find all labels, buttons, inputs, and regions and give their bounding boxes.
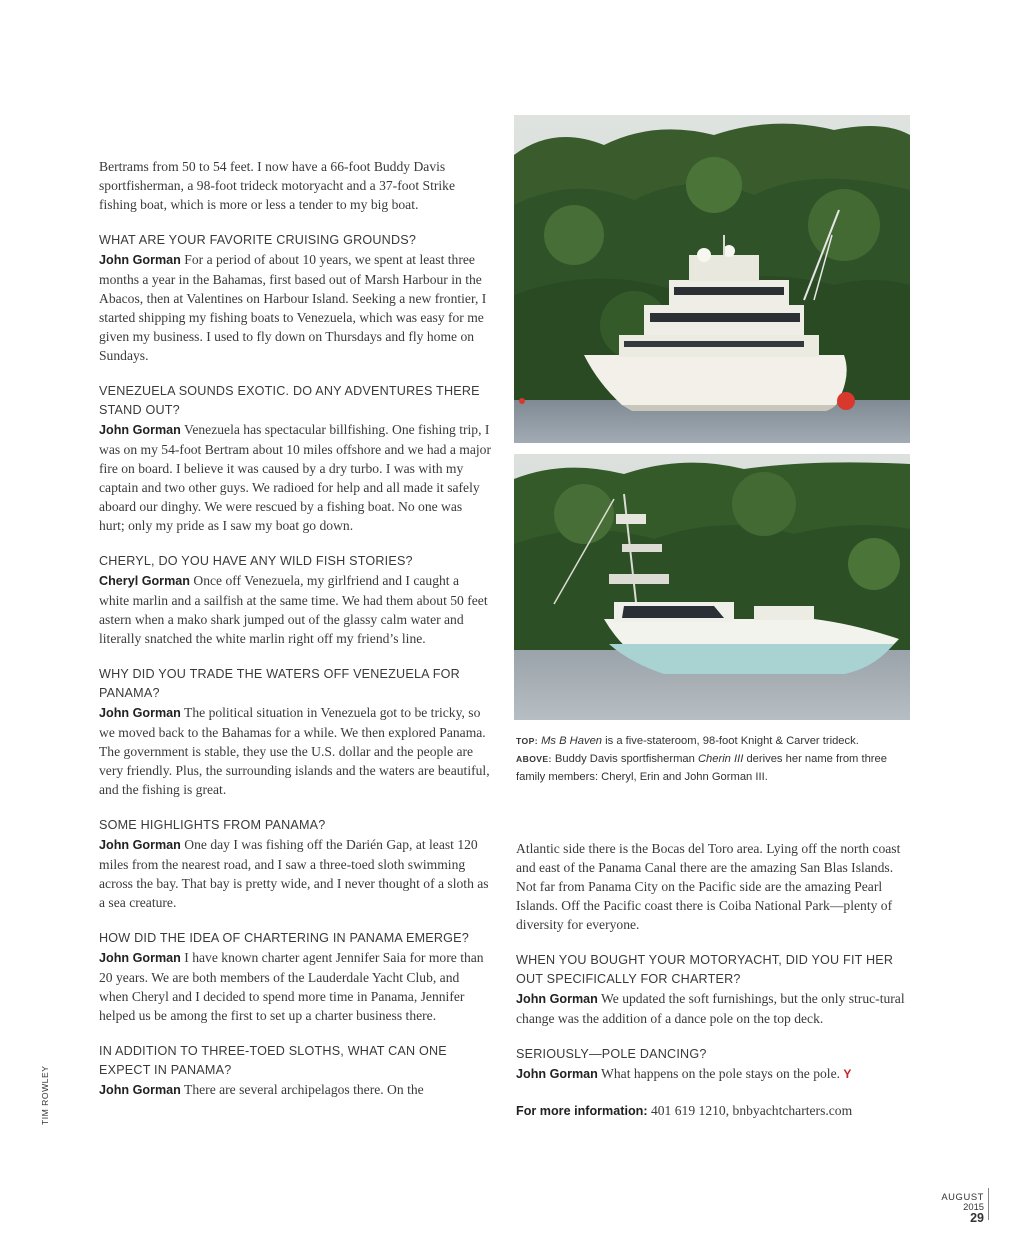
caption-top: [516, 732, 916, 750]
answer: Venezuela has spectacular billfishing. One fishing trip, I was on my 54-foot Bertram about 10 miles offshore and we had a major fire on board. I believe it was caused by a dry turbo. I was with my captain and two other guys. We radioed for help and all made it safely aboard our dinghy. We were rescued by a fishing boat. No one was hurt; only my pride as I saw my boat go down.: [99, 422, 491, 533]
caption-above-pre: Buddy Davis sportfisherman: [551, 753, 698, 765]
more-info-label: For more information:: [516, 1104, 648, 1118]
speaker: John Gorman: [99, 951, 181, 965]
speaker: John Gorman: [99, 838, 181, 852]
question: VENEZUELA SOUNDS EXOTIC. DO ANY ADVENTURES THERE STAND OUT?: [99, 384, 480, 417]
speaker: John Gorman: [99, 253, 181, 267]
qa-block: [99, 665, 491, 799]
question: WHY DID YOU TRADE THE WATERS OFF VENEZUELA FOR PANAMA?: [99, 667, 460, 700]
qa-block: [99, 231, 491, 365]
qa-block: [99, 929, 491, 1025]
photo-credit: TIM ROWLEY: [40, 1065, 50, 1125]
sportfisherman-illustration: [514, 454, 910, 720]
caption-above: [516, 750, 916, 786]
answer: What happens on the pole stays on the pole.: [601, 1066, 840, 1081]
answer: One day I was fishing off the Darién Gap, at least 120 miles from the nearest road, and I saw a three-toed sloth swimming across the bay. That bay is pretty wide, and I never thought of a sloth as a sea creature.: [99, 837, 489, 910]
qa-block: [516, 951, 908, 1028]
caption-tag-above: ABOVE:: [516, 754, 552, 764]
question: WHAT ARE YOUR FAVORITE CRUISING GROUNDS?: [99, 233, 417, 247]
speaker: Cheryl Gorman: [99, 574, 190, 588]
caption-above-text: derives her name from three family members: Cheryl, Erin and John Gorman III.: [516, 753, 887, 783]
caption-boat-name: Cherin III: [697, 753, 744, 765]
end-mark-icon: Y: [843, 1067, 852, 1081]
speaker: John Gorman: [99, 706, 181, 720]
right-column: [516, 839, 908, 1138]
page-number: 29: [970, 1211, 984, 1225]
answer: Once off Venezuela, my girlfriend and I caught a white marlin and a sailfish at the same time. We had them about 50 feet astern when a mako shark jumped out of the glassy calm water and literally snatched the white marlin right off my friend’s line.: [99, 573, 488, 646]
folio: [941, 1192, 984, 1225]
question: HOW DID THE IDEA OF CHARTERING IN PANAMA EMERGE?: [99, 931, 469, 945]
more-info-contact: 401 619 1210, bnbyachtcharters.com: [650, 1103, 853, 1118]
answer: There are several archipelagos there. On the: [184, 1082, 424, 1097]
answer: The political situation in Venezuela got to be tricky, so we moved back to the Bahamas for a while. We then explored Panama. The government is stable, they use the U.S. dollar and the people are very friendly. Plus, the surrounding islands and the waters are beautiful, and the fishing is great.: [99, 705, 490, 797]
caption-yacht-name: Ms B Haven: [541, 735, 603, 747]
left-column: [99, 157, 491, 1117]
photo-motoryacht: [514, 115, 910, 443]
question: IN ADDITION TO THREE-TOED SLOTHS, WHAT CAN ONE EXPECT IN PANAMA?: [99, 1044, 447, 1077]
photo-sportfisherman: [514, 454, 910, 720]
question: SERIOUSLY—POLE DANCING?: [516, 1047, 707, 1061]
answer: For a period of about 10 years, we spent at least three months a year in the Bahamas, first based out of Marsh Harbour in the Abacos, then at Valentines on Harbour Island. Seeking a new frontier, I started shipping my fishing boats to Venezuela, which was easy for me given my business. I used to fly down on Thursdays and fly home on Sundays.: [99, 252, 487, 363]
caption-top-text: is a five-stateroom, 98-foot Knight & Carver trideck.: [602, 735, 859, 747]
qa-block: [99, 816, 491, 912]
qa-block: [99, 552, 491, 648]
question: SOME HIGHLIGHTS FROM PANAMA?: [99, 818, 326, 832]
folio-month: AUGUST: [941, 1191, 984, 1202]
speaker: John Gorman: [99, 423, 181, 437]
speaker: John Gorman: [516, 1067, 598, 1081]
caption-tag-top: TOP:: [516, 736, 538, 746]
more-info: [516, 1101, 908, 1121]
folio-divider: [988, 1188, 989, 1220]
question: WHEN YOU BOUGHT YOUR MOTORYACHT, DID YOU FIT HER OUT SPECIFICALLY FOR CHARTER?: [516, 953, 894, 986]
qa-block: [99, 1042, 491, 1100]
continuation-paragraph: Atlantic side there is the Bocas del Toro area. Lying off the north coast and east of the Panama Canal there are the amazing San Blas Islands. Not far from Panama City on the Pacific side are the amazing Pearl Islands. Off the Pacific coast there is Coiba National Park—plenty of diversity for everyone.: [516, 841, 901, 932]
speaker: John Gorman: [99, 1083, 181, 1097]
answer: I have known charter agent Jennifer Saia for more than 20 years. We are both members of the Lauderdale Yacht Club, and when Cheryl and I decided to spend more time in Panama, Jennifer helped us be among the first to set up a charter business there.: [99, 950, 484, 1023]
folio-year: 2015: [963, 1201, 984, 1212]
speaker: John Gorman: [516, 992, 598, 1006]
question: CHERYL, DO YOU HAVE ANY WILD FISH STORIES?: [99, 554, 413, 568]
photo-caption: [516, 732, 916, 786]
answer: We updated the soft furnishings, but the only struc-tural change was the addition of a dance pole on the top deck.: [516, 991, 905, 1026]
motoryacht-illustration: [514, 115, 910, 443]
intro-paragraph: Bertrams from 50 to 54 feet. I now have a 66-foot Buddy Davis sportfisherman, a 98-foot trideck motoryacht and a 37-foot Strike fishing boat, which is more or less a tender to my big boat.: [99, 159, 455, 212]
qa-block: [99, 382, 491, 535]
qa-block: [516, 1045, 908, 1084]
